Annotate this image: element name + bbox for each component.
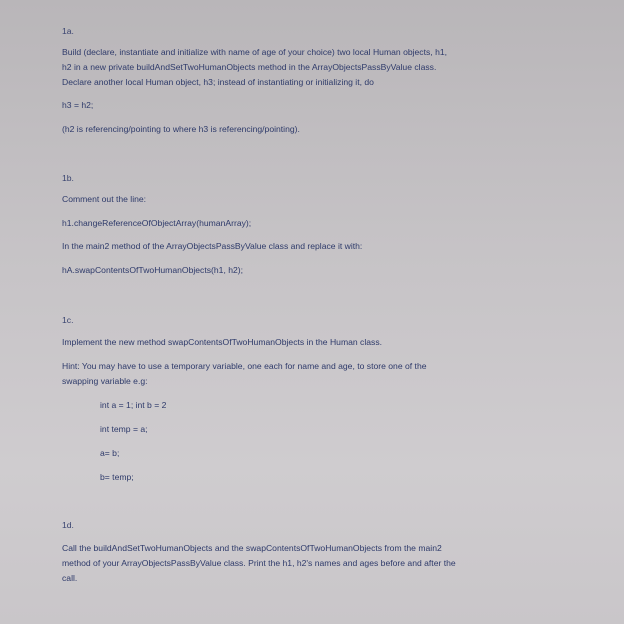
section-1d-heading: 1d. (62, 520, 74, 530)
section-1d-line: method of your ArrayObjectsPassByValue class. Print the h1, h2's names and ages before and after the (62, 558, 456, 568)
section-1a-heading: 1a. (62, 26, 74, 36)
section-1a-line: h2 in a new private buildAndSetTwoHumanObjects method in the ArrayObjectsPassByValue class. (62, 62, 437, 72)
section-1c-hint: Hint: You may have to use a temporary variable, one each for name and age, to store one of the (62, 361, 427, 371)
section-1b-line: Comment out the line: (62, 194, 147, 204)
section-1c-code-line: int temp = a; (100, 424, 148, 434)
section-1d-line: call. (62, 573, 78, 583)
section-1a-line: Declare another local Human object, h3; instead of instantiating or initializing it, do (62, 77, 374, 87)
section-1c-heading: 1c. (62, 315, 74, 325)
section-1b-code-line: h1.changeReferenceOfObjectArray(humanArray); (62, 218, 252, 228)
section-1b-line: In the main2 method of the ArrayObjectsPassByValue class and replace it with: (62, 241, 363, 251)
section-1b-heading: 1b. (62, 173, 74, 183)
section-1b-code-line: hA.swapContentsOfTwoHumanObjects(h1, h2); (62, 265, 244, 275)
section-1a-note: (h2 is referencing/pointing to where h3 is referencing/pointing). (62, 124, 300, 134)
section-1c-hint: swapping variable e.g: (62, 376, 148, 386)
section-1a-code-line: h3 = h2; (62, 100, 94, 110)
section-1d-line: Call the buildAndSetTwoHumanObjects and the swapContentsOfTwoHumanObjects from the main2 (62, 543, 442, 553)
section-1c-line: Implement the new method swapContentsOfTwoHumanObjects in the Human class. (62, 337, 383, 347)
section-1c-code-line: a= b; (100, 448, 120, 458)
section-1c-code-line: b= temp; (100, 472, 134, 482)
section-1a-line: Build (declare, instantiate and initialize with name of age of your choice) two local Human objects, h1, (62, 47, 448, 57)
section-1c-code-line: int a = 1; int b = 2 (100, 400, 167, 410)
